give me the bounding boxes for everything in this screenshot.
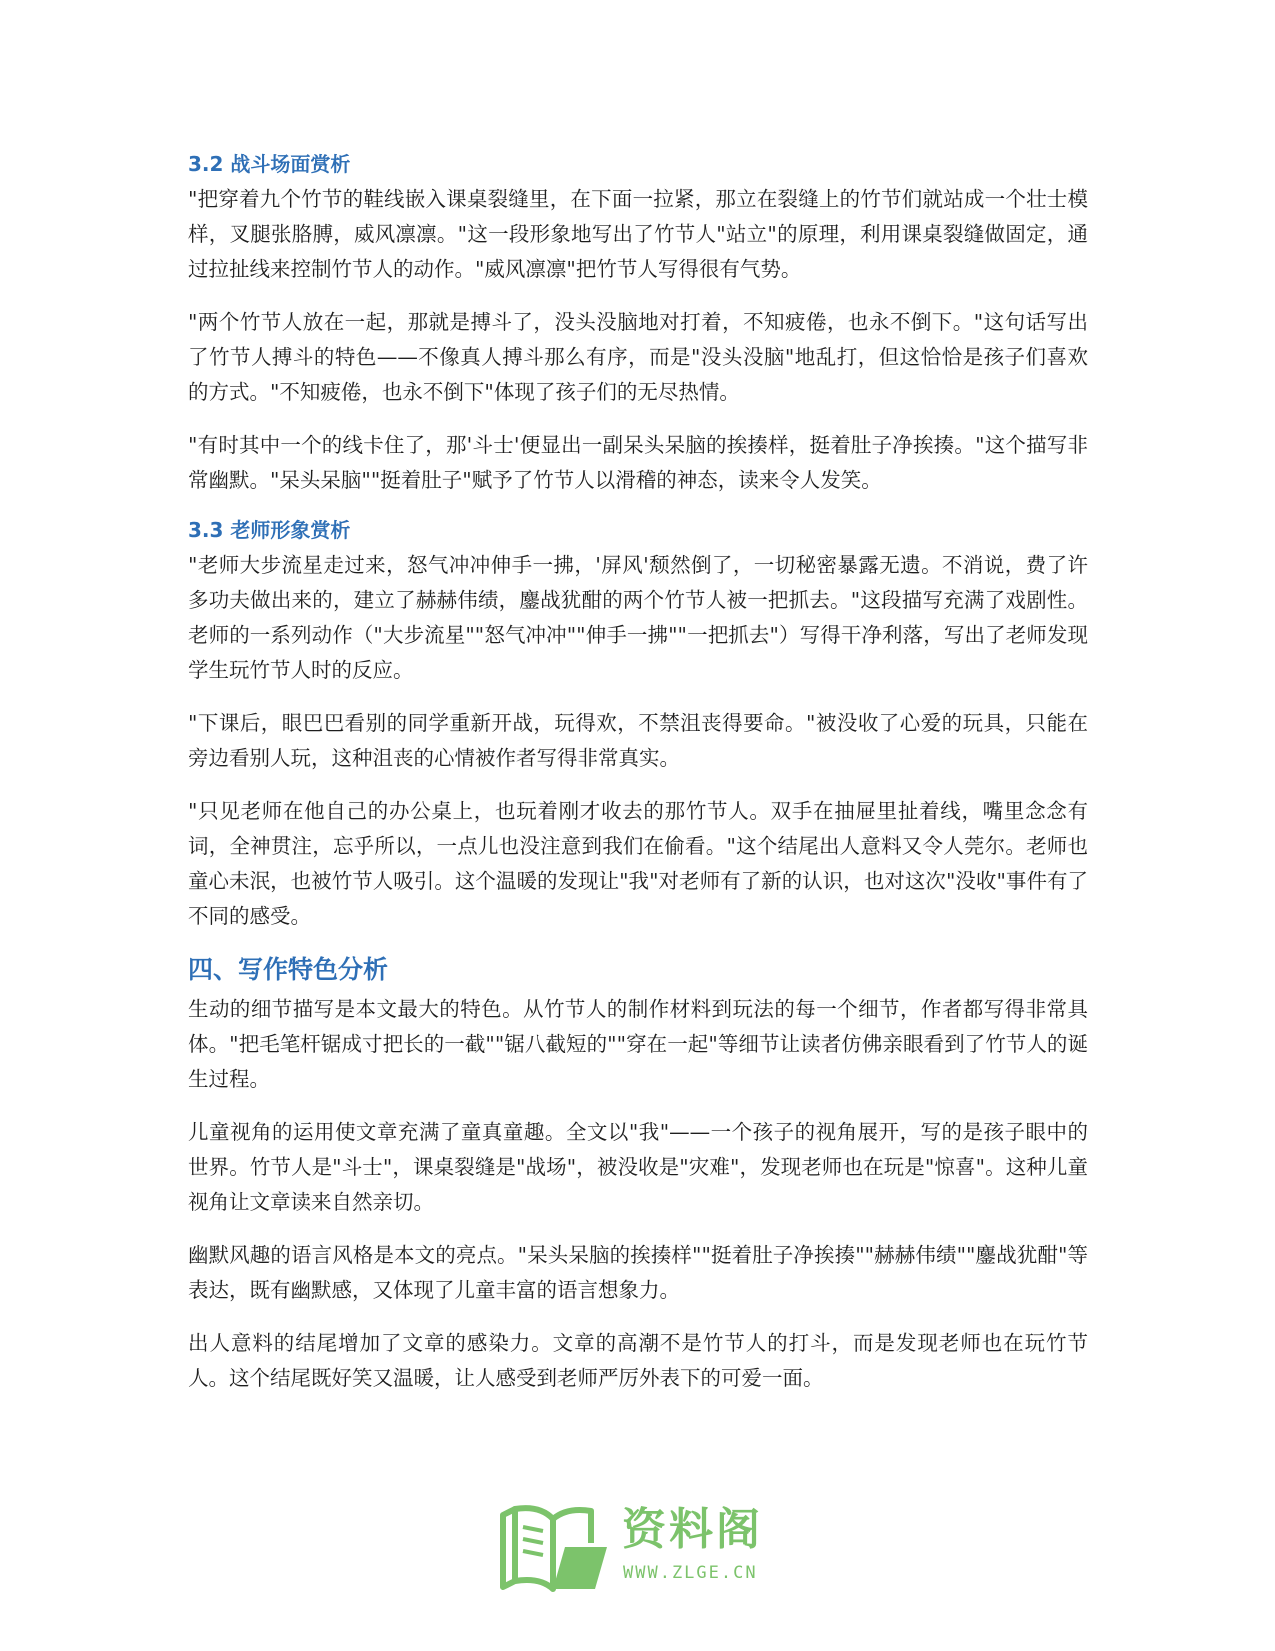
section-heading-4: 四、写作特色分析 — [188, 955, 389, 984]
logo-title: 资料阁 — [622, 1504, 763, 1555]
logo-url: WWW.ZLGE.CN — [623, 1563, 758, 1583]
site-logo — [495, 1503, 785, 1593]
paragraph: "把穿着九个竹节的鞋线嵌入课桌裂缝里，在下面一拉紧，那立在裂缝上的竹节们就站成一个壮士模样，叉腿张胳膊，威风凛凛。"这一段形象地写出了竹节人"站立"的原理，利用课桌裂缝做固定，通过拉扯线来控制竹节人的动作。"威风凛凛"把竹节人写得很有气势。 — [188, 187, 1088, 281]
paragraph: 儿童视角的运用使文章充满了童真童趣。全文以"我"——一个孩子的视角展开，写的是孩子眼中的世界。竹节人是"斗士"，课桌裂缝是"战场"，被没收是"灾难"，发现老师也在玩是"惊喜"。这种儿童视角让文章读来自然亲切。 — [188, 1120, 1088, 1214]
document-content — [188, 150, 1088, 1414]
paragraph: "只见老师在他自己的办公桌上，也玩着刚才收去的那竹节人。双手在抽屉里扯着线，嘴里念念有词，全神贯注，忘乎所以，一点儿也没注意到我们在偷看。"这个结尾出人意料又令人莞尔。老师也童心未泯，也被竹节人吸引。这个温暖的发现让"我"对老师有了新的认识，也对这次"没收"事件有了不同的感受。 — [188, 799, 1088, 928]
paragraph: 生动的细节描写是本文最大的特色。从竹节人的制作材料到玩法的每一个细节，作者都写得非常具体。"把毛笔杆锯成寸把长的一截""锯八截短的""穿在一起"等细节让读者仿佛亲眼看到了竹节人的诞生过程。 — [188, 997, 1088, 1091]
paragraph: "有时其中一个的线卡住了，那'斗士'便显出一副呆头呆脑的挨揍样，挺着肚子净挨揍。"这个描写非常幽默。"呆头呆脑""挺着肚子"赋予了竹节人以滑稽的神态，读来令人发笑。 — [188, 433, 1088, 492]
paragraph: "下课后，眼巴巴看别的同学重新开战，玩得欢，不禁沮丧得要命。"被没收了心爱的玩具，只能在旁边看别人玩，这种沮丧的心情被作者写得非常真实。 — [188, 711, 1088, 770]
open-book-folder-icon — [495, 1503, 615, 1593]
section-heading-3-3: 3.3 老师形象赏析 — [188, 518, 351, 542]
paragraph: "老师大步流星走过来，怒气冲冲伸手一拂，'屏风'颓然倒了，一切秘密暴露无遗。不消说，费了许多功夫做出来的，建立了赫赫伟绩，鏖战犹酣的两个竹节人被一把抓去。"这段描写充满了戏剧性。老师的一系列动作（"大步流星""怒气冲冲""伸手一拂""一把抓去"）写得干净利落，写出了老师发现学生玩竹节人时的反应。 — [188, 553, 1088, 682]
paragraph: "两个竹节人放在一起，那就是搏斗了，没头没脑地对打着，不知疲倦，也永不倒下。"这句话写出了竹节人搏斗的特色——不像真人搏斗那么有序，而是"没头没脑"地乱打，但这恰恰是孩子们喜欢的方式。"不知疲倦，也永不倒下"体现了孩子们的无尽热情。 — [188, 310, 1088, 404]
paragraph: 幽默风趣的语言风格是本文的亮点。"呆头呆脑的挨揍样""挺着肚子净挨揍""赫赫伟绩""鏖战犹酣"等表达，既有幽默感，又体现了儿童丰富的语言想象力。 — [188, 1243, 1088, 1302]
paragraph: 出人意料的结尾增加了文章的感染力。文章的高潮不是竹节人的打斗，而是发现老师也在玩竹节人。这个结尾既好笑又温暖，让人感受到老师严厉外表下的可爱一面。 — [188, 1331, 1088, 1390]
section-heading-3-2: 3.2 战斗场面赏析 — [188, 152, 351, 176]
